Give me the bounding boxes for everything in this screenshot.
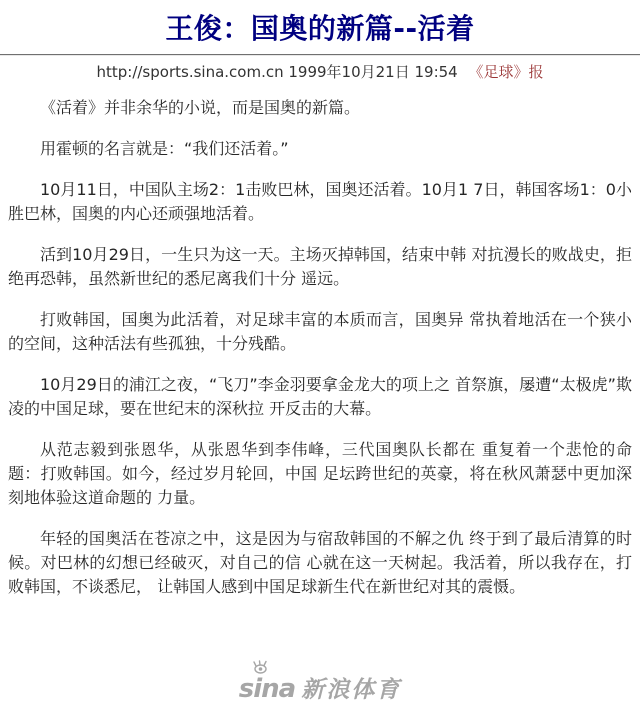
sina-sports-logo	[239, 671, 401, 704]
paragraph: 从范志毅到张恩华，从张恩华到李伟峰，三代国奥队长都在 重复着一个悲怆的命题：打败韩国。如今，经过岁月轮回，中国 足坛跨世纪的英豪，将在秋风萧瑟中更加深刻地体验这道命题的 力量。	[8, 440, 632, 507]
article-title: 王俊：国奥的新篇--活着	[165, 12, 475, 45]
sina-eye-icon	[252, 660, 270, 674]
paragraph: 用霍顿的名言就是：“我们还活着。”	[40, 139, 289, 158]
sina-sports-text: 新浪体育	[301, 677, 402, 703]
footer	[0, 671, 640, 704]
paragraph: 10月29日的浦江之夜，“飞刀”李金羽要拿金龙大的项上之 首祭旗，屡遭“太极虎”欺凌的中国足球，要在世纪末的深秋拉 开反击的大幕。	[8, 375, 632, 418]
paragraph: 打败韩国，国奥为此活着，对足球丰富的本质而言，国奥异 常执着地活在一个狭小的空间，这种活法有些孤独，十分残酷。	[8, 310, 632, 353]
byline	[0, 62, 640, 82]
publication-name: 《足球》报	[468, 63, 544, 81]
paragraph: 10月11日，中国队主场2：1击败巴林，国奥还活着。10月1 7日，韩国客场1：0小胜巴林，国奥的内心还顽强地活着。	[8, 180, 632, 223]
publish-datetime: 1999年10月21日 19:54	[288, 63, 458, 81]
source-url: http://sports.sina.com.cn	[96, 63, 284, 81]
paragraph: 《活着》并非余华的小说，而是国奥的新篇。	[40, 98, 361, 117]
paragraph: 活到10月29日，一生只为这一天。主场灭掉韩国，结束中韩 对抗漫长的败战史，拒绝再恐韩，虽然新世纪的悉尼离我们十分 遥远。	[8, 245, 632, 288]
article-body	[0, 96, 640, 599]
title-divider	[0, 54, 640, 56]
sina-logo-text: sina	[238, 674, 296, 704]
paragraph: 年轻的国奥活在苍凉之中，这是因为与宿敌韩国的不解之仇 终于到了最后清算的时候。对巴林的幻想已经破灭，对自己的信 心就在这一天树起。我活着，所以我存在，打败韩国，不谈悉尼， 让韩国人感到中国足球新生代在新世纪对其的震慑。	[8, 529, 632, 596]
